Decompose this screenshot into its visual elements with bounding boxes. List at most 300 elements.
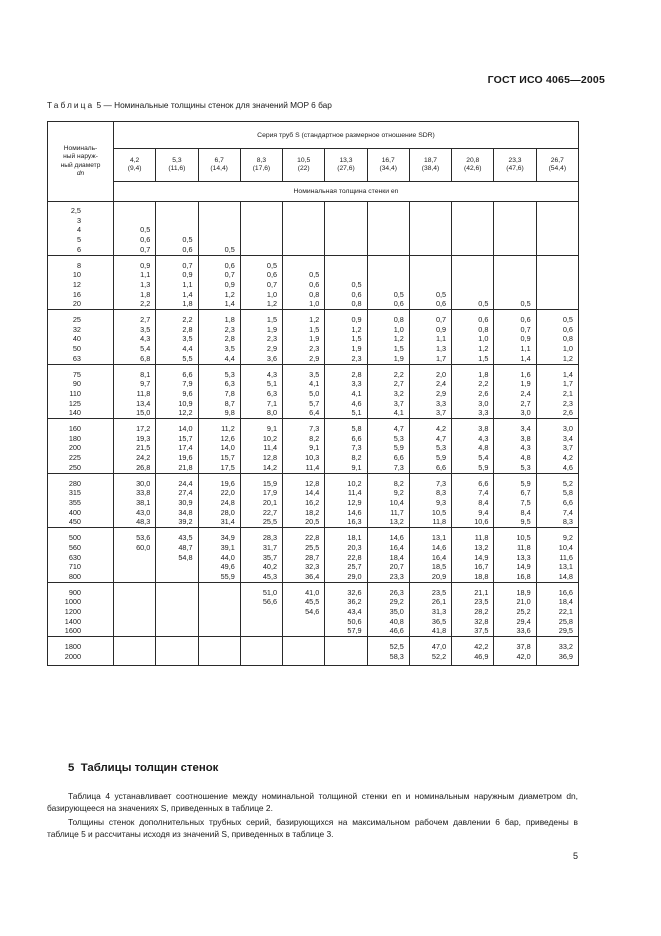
thickness-value: 14,6 bbox=[389, 533, 404, 543]
thickness-value: 4,1 bbox=[393, 408, 404, 418]
thickness-value: 40,2 bbox=[262, 562, 278, 572]
thickness-value: 7,9 bbox=[182, 379, 193, 389]
thickness-value: 47,0 bbox=[431, 642, 447, 652]
paragraph-2: Толщины стенок дополнительных трубных серий, базирующихся на максимальном рабочем давлении 6 бар, приведены в таблице 5 и рассчитаны исходя из значений S, приведенных в таблице 3. bbox=[47, 817, 578, 840]
thickness-cell bbox=[325, 419, 367, 474]
thickness-cell bbox=[536, 364, 578, 419]
thickness-value: 3,8 bbox=[520, 433, 531, 443]
thickness-cell bbox=[240, 419, 282, 474]
thickness-value: 35,7 bbox=[262, 552, 278, 562]
thickness-value: 12,8 bbox=[262, 453, 278, 463]
thickness-cell bbox=[452, 255, 494, 310]
thickness-value: 20,3 bbox=[347, 542, 362, 552]
thickness-value: 20,5 bbox=[305, 517, 320, 527]
thickness-value bbox=[114, 572, 150, 582]
thickness-value: 1,5 bbox=[478, 353, 489, 363]
diameter-value: 50 bbox=[72, 344, 81, 354]
series-s-value: 13,3 bbox=[339, 156, 353, 164]
thickness-value: 18,2 bbox=[305, 507, 320, 517]
thickness-value: 22,0 bbox=[220, 488, 235, 498]
thickness-cell bbox=[409, 419, 451, 474]
thickness-value: 43,5 bbox=[178, 533, 193, 543]
diameter-value: 32 bbox=[72, 324, 81, 334]
series-s-value: 20,8 bbox=[466, 156, 480, 164]
thickness-value: 58,3 bbox=[389, 651, 404, 661]
thickness-value bbox=[537, 261, 573, 271]
diameter-value: 630 bbox=[68, 552, 81, 562]
thickness-value: 5,3 bbox=[224, 369, 235, 379]
thickness-cell bbox=[325, 310, 367, 365]
thickness-value bbox=[410, 235, 446, 245]
diameter-value: 90 bbox=[72, 379, 81, 389]
thickness-value bbox=[368, 225, 404, 235]
diameter-value: 180 bbox=[68, 433, 81, 443]
series-s-value: 18,7 bbox=[423, 156, 437, 164]
diameter-value: 1000 bbox=[64, 597, 81, 607]
series-sdr-value: (11,6) bbox=[168, 165, 186, 172]
thickness-value: 4,7 bbox=[435, 433, 447, 443]
table-caption bbox=[47, 100, 332, 110]
thickness-value: 11,8 bbox=[432, 517, 447, 527]
thickness-value bbox=[156, 607, 192, 617]
thickness-value: 39,1 bbox=[220, 542, 235, 552]
thickness-value: 5,4 bbox=[140, 344, 151, 354]
thickness-value: 10,4 bbox=[558, 542, 573, 552]
thickness-value: 1,2 bbox=[224, 289, 235, 299]
thickness-cell bbox=[494, 637, 536, 665]
thickness-value: 3,4 bbox=[520, 424, 531, 434]
thickness-value: 43,0 bbox=[136, 507, 151, 517]
thickness-cell bbox=[114, 637, 156, 665]
diameter-value: 20 bbox=[72, 299, 81, 309]
thickness-value: 15,7 bbox=[178, 433, 193, 443]
thickness-cell bbox=[367, 419, 409, 474]
thickness-value: 7,3 bbox=[435, 478, 447, 488]
series-s-value: 6,7 bbox=[214, 156, 224, 164]
thickness-value: 36,5 bbox=[431, 616, 447, 626]
diameter-value: 800 bbox=[68, 571, 81, 581]
thickness-value: 6,6 bbox=[393, 453, 404, 463]
thickness-value bbox=[410, 280, 446, 290]
thickness-value: 1,9 bbox=[351, 344, 362, 354]
thickness-value bbox=[199, 225, 235, 235]
thickness-value: 46,6 bbox=[389, 626, 404, 636]
diameter-value: 16 bbox=[72, 289, 81, 299]
thickness-cell bbox=[325, 528, 367, 583]
thickness-value: 6,7 bbox=[520, 488, 531, 498]
thickness-value: 1,2 bbox=[351, 324, 362, 334]
thickness-cell bbox=[367, 637, 409, 665]
thickness-value: 2,1 bbox=[562, 388, 573, 398]
diameter-cell bbox=[48, 310, 114, 365]
thickness-value bbox=[156, 617, 192, 627]
thickness-value bbox=[494, 225, 530, 235]
diameter-value: 110 bbox=[69, 388, 81, 398]
thickness-value: 0,9 bbox=[140, 260, 151, 270]
thickness-value bbox=[494, 245, 530, 255]
thickness-value: 0,8 bbox=[393, 315, 404, 325]
thickness-value: 14,6 bbox=[347, 507, 362, 517]
thickness-value: 0,8 bbox=[309, 289, 320, 299]
thickness-cell bbox=[114, 582, 156, 637]
thickness-value: 18,4 bbox=[389, 552, 404, 562]
thickness-value: 7,1 bbox=[266, 398, 278, 408]
thickness-value: 33,2 bbox=[558, 642, 573, 652]
thickness-value bbox=[156, 597, 192, 607]
thickness-value bbox=[199, 652, 235, 662]
thickness-value bbox=[114, 562, 150, 572]
thickness-value bbox=[283, 626, 319, 636]
thickness-value: 6,6 bbox=[478, 478, 489, 488]
thickness-value: 45,5 bbox=[305, 597, 320, 607]
thickness-value bbox=[114, 652, 150, 662]
thickness-value: 11,6 bbox=[559, 552, 573, 562]
thickness-value: 10,9 bbox=[178, 398, 193, 408]
thickness-value: 6,6 bbox=[435, 462, 447, 472]
thickness-value: 0,8 bbox=[351, 299, 362, 309]
thickness-cell bbox=[156, 528, 198, 583]
thickness-value: 7,3 bbox=[351, 443, 362, 453]
thickness-value: 22,8 bbox=[347, 552, 362, 562]
thickness-value: 5,0 bbox=[309, 388, 320, 398]
thickness-cell bbox=[114, 202, 156, 256]
thickness-cell bbox=[283, 528, 325, 583]
thickness-value bbox=[156, 572, 192, 582]
diameter-value: 4 bbox=[76, 225, 81, 235]
thickness-value: 29,5 bbox=[558, 626, 573, 636]
thickness-value bbox=[537, 290, 573, 300]
thickness-value: 16,6 bbox=[558, 587, 573, 597]
thickness-cell bbox=[325, 364, 367, 419]
thickness-value: 1,0 bbox=[562, 344, 573, 354]
thickness-value: 13,2 bbox=[474, 542, 489, 552]
thickness-value: 5,9 bbox=[435, 453, 447, 463]
thickness-value bbox=[283, 235, 319, 245]
thickness-cell bbox=[114, 419, 156, 474]
series-s-value: 26,7 bbox=[550, 156, 564, 164]
table-row-group bbox=[48, 637, 579, 665]
series-sdr-value: (14,4) bbox=[210, 165, 228, 172]
thickness-cell bbox=[114, 473, 156, 528]
thickness-value: 3,8 bbox=[478, 424, 489, 434]
thickness-value bbox=[283, 225, 319, 235]
thickness-value: 14,4 bbox=[305, 488, 320, 498]
thickness-value: 17,9 bbox=[262, 488, 278, 498]
thickness-value: 29,4 bbox=[516, 616, 531, 626]
thickness-value: 6,4 bbox=[309, 408, 320, 418]
thickness-value: 15,9 bbox=[262, 478, 278, 488]
thickness-value bbox=[114, 553, 150, 563]
diameter-value: 10 bbox=[72, 270, 81, 280]
thickness-value: 3,3 bbox=[351, 379, 362, 389]
thickness-value: 30,9 bbox=[178, 497, 193, 507]
thickness-value: 32,8 bbox=[474, 616, 489, 626]
thickness-value: 31,3 bbox=[431, 607, 447, 617]
series-column-header bbox=[409, 149, 451, 182]
thickness-value: 23,3 bbox=[389, 571, 404, 581]
thickness-value: 32,3 bbox=[305, 562, 320, 572]
thickness-value: 18,4 bbox=[558, 597, 573, 607]
series-sdr-value: (34,4) bbox=[379, 165, 397, 172]
thickness-value bbox=[283, 245, 319, 255]
thickness-value: 2,2 bbox=[140, 299, 151, 309]
thickness-value: 11,4 bbox=[347, 488, 362, 498]
thickness-value: 0,7 bbox=[266, 279, 278, 289]
thickness-value: 8,4 bbox=[520, 507, 531, 517]
thickness-value: 0,7 bbox=[182, 260, 193, 270]
diameter-header-line: ный диаметр bbox=[60, 161, 101, 169]
thickness-value: 3,3 bbox=[435, 398, 447, 408]
diameter-cell bbox=[48, 637, 114, 665]
thickness-value: 17,5 bbox=[220, 462, 235, 472]
thickness-value: 0,9 bbox=[351, 315, 362, 325]
thickness-value: 14,0 bbox=[220, 443, 235, 453]
series-sdr-value: (22) bbox=[297, 165, 310, 172]
thickness-value: 1,0 bbox=[266, 289, 278, 299]
thickness-value bbox=[494, 235, 530, 245]
thickness-value bbox=[410, 216, 446, 226]
thickness-value bbox=[156, 588, 192, 598]
thickness-value: 4,4 bbox=[224, 353, 235, 363]
thickness-value: 3,6 bbox=[266, 353, 278, 363]
thickness-value: 4,7 bbox=[393, 424, 404, 434]
thickness-value: 34,8 bbox=[178, 507, 193, 517]
thickness-value: 31,4 bbox=[220, 517, 235, 527]
thickness-value: 1,4 bbox=[520, 353, 531, 363]
thickness-cell bbox=[452, 202, 494, 256]
diameter-value: 225 bbox=[68, 453, 81, 463]
thickness-value: 16,2 bbox=[305, 497, 320, 507]
thickness-value: 5,9 bbox=[393, 443, 404, 453]
thickness-value bbox=[283, 206, 319, 216]
thickness-value: 1,4 bbox=[182, 289, 193, 299]
thickness-value: 8,2 bbox=[393, 478, 404, 488]
thickness-value bbox=[241, 607, 277, 617]
thickness-cell bbox=[452, 419, 494, 474]
thickness-value: 4,6 bbox=[351, 398, 362, 408]
thickness-cell bbox=[367, 202, 409, 256]
thickness-value: 0,5 bbox=[224, 244, 235, 254]
thickness-value bbox=[537, 206, 573, 216]
thickness-value: 5,3 bbox=[520, 462, 531, 472]
thickness-value bbox=[537, 299, 573, 309]
thickness-value: 51,0 bbox=[262, 587, 278, 597]
thickness-value bbox=[368, 235, 404, 245]
thickness-value: 24,4 bbox=[178, 478, 193, 488]
thickness-value: 37,5 bbox=[474, 626, 489, 636]
thickness-value bbox=[452, 245, 488, 255]
diameter-value: 450 bbox=[68, 517, 81, 527]
thickness-value bbox=[410, 270, 446, 280]
thickness-cell bbox=[409, 637, 451, 665]
thickness-value: 33,8 bbox=[136, 488, 151, 498]
thickness-value bbox=[452, 261, 488, 271]
thickness-cell bbox=[536, 419, 578, 474]
wall-thickness-table bbox=[47, 121, 579, 666]
thickness-value bbox=[325, 261, 361, 271]
thickness-cell bbox=[283, 364, 325, 419]
diameter-header-line: Номиналь- bbox=[63, 144, 98, 152]
thickness-value: 7,3 bbox=[309, 424, 320, 434]
thickness-value bbox=[410, 245, 446, 255]
thickness-value bbox=[156, 216, 192, 226]
thickness-cell bbox=[536, 528, 578, 583]
thickness-value: 21,0 bbox=[516, 597, 531, 607]
thickness-cell bbox=[283, 419, 325, 474]
thickness-cell bbox=[325, 202, 367, 256]
thickness-cell bbox=[325, 255, 367, 310]
thickness-value: 2,4 bbox=[520, 388, 531, 398]
caption-number: 5 bbox=[96, 100, 102, 110]
thickness-value: 3,5 bbox=[140, 324, 151, 334]
thickness-cell bbox=[240, 528, 282, 583]
thickness-value: 14,0 bbox=[178, 424, 193, 434]
thickness-value: 14,2 bbox=[262, 462, 278, 472]
series-column-header bbox=[325, 149, 367, 182]
thickness-value: 52,2 bbox=[431, 651, 447, 661]
thickness-value: 8,3 bbox=[562, 517, 573, 527]
thickness-value: 22,8 bbox=[305, 533, 320, 543]
thickness-value: 3,7 bbox=[435, 408, 447, 418]
thickness-value: 1,5 bbox=[351, 334, 362, 344]
thickness-value: 1,9 bbox=[266, 324, 278, 334]
thickness-value: 24,8 bbox=[220, 497, 235, 507]
thickness-cell bbox=[409, 528, 451, 583]
thickness-value bbox=[325, 216, 361, 226]
thickness-cell bbox=[367, 582, 409, 637]
thickness-cell bbox=[240, 364, 282, 419]
thickness-value: 1,2 bbox=[562, 353, 573, 363]
thickness-value: 5,1 bbox=[351, 408, 362, 418]
thickness-cell bbox=[325, 582, 367, 637]
thickness-value: 3,5 bbox=[224, 344, 235, 354]
thickness-value: 2,3 bbox=[562, 398, 573, 408]
thickness-value: 2,7 bbox=[393, 379, 404, 389]
thickness-value: 1,3 bbox=[140, 279, 151, 289]
thickness-value: 54,8 bbox=[178, 552, 193, 562]
thickness-value: 2,3 bbox=[266, 334, 278, 344]
diameter-value: 710 bbox=[68, 562, 81, 572]
thickness-value: 5,8 bbox=[562, 488, 573, 498]
thickness-value: 3,7 bbox=[562, 443, 573, 453]
thickness-value: 18,9 bbox=[516, 587, 531, 597]
thickness-value: 3,5 bbox=[182, 334, 193, 344]
thickness-value bbox=[241, 225, 277, 235]
thickness-value: 24,2 bbox=[136, 453, 151, 463]
thickness-value: 25,7 bbox=[347, 562, 362, 572]
thickness-value bbox=[241, 206, 277, 216]
thickness-value bbox=[410, 261, 446, 271]
thickness-value: 4,1 bbox=[309, 379, 320, 389]
thickness-value: 25,5 bbox=[305, 542, 320, 552]
thickness-value: 0,6 bbox=[224, 260, 235, 270]
thickness-value: 36,4 bbox=[305, 571, 320, 581]
thickness-value: 7,3 bbox=[393, 462, 404, 472]
caption-text: — Номинальные толщины стенок для значений MOP 6 бар bbox=[101, 100, 332, 110]
thickness-value: 4,8 bbox=[478, 443, 489, 453]
thickness-value: 56,6 bbox=[262, 597, 278, 607]
caption-label: Таблица bbox=[47, 100, 95, 110]
thickness-value bbox=[241, 235, 277, 245]
series-column-header bbox=[452, 149, 494, 182]
thickness-value: 0,5 bbox=[435, 289, 447, 299]
thickness-value: 0,5 bbox=[309, 270, 320, 280]
thickness-value: 16,4 bbox=[389, 542, 404, 552]
thickness-value bbox=[241, 652, 277, 662]
thickness-value: 0,5 bbox=[140, 225, 151, 235]
table-row-group bbox=[48, 255, 579, 310]
thickness-value: 36,9 bbox=[558, 651, 573, 661]
thickness-cell bbox=[198, 255, 240, 310]
thickness-value: 9,3 bbox=[435, 497, 447, 507]
thickness-value bbox=[199, 235, 235, 245]
table-row-group bbox=[48, 310, 579, 365]
thickness-value: 54,6 bbox=[305, 607, 320, 617]
thickness-cell bbox=[283, 310, 325, 365]
thickness-cell bbox=[452, 582, 494, 637]
thickness-value: 3,5 bbox=[309, 369, 320, 379]
series-column-header bbox=[536, 149, 578, 182]
series-column-header bbox=[156, 149, 198, 182]
thickness-value bbox=[494, 270, 530, 280]
thickness-value bbox=[410, 225, 446, 235]
thickness-value: 8,2 bbox=[309, 433, 320, 443]
thickness-value: 0,6 bbox=[309, 279, 320, 289]
thickness-value: 6,6 bbox=[351, 433, 362, 443]
thickness-value: 30,0 bbox=[136, 478, 151, 488]
thickness-cell bbox=[240, 202, 282, 256]
thickness-value: 2,6 bbox=[478, 388, 489, 398]
thickness-value: 0,9 bbox=[520, 334, 531, 344]
series-header: Серия труб S (стандартное размерное отношение SDR) bbox=[114, 122, 579, 149]
thickness-cell bbox=[240, 582, 282, 637]
thickness-value: 17,2 bbox=[136, 424, 151, 434]
thickness-value: 1,5 bbox=[393, 344, 404, 354]
thickness-value: 21,1 bbox=[474, 587, 489, 597]
thickness-value: 1,5 bbox=[266, 315, 278, 325]
thickness-value: 13,3 bbox=[516, 552, 531, 562]
thickness-cell bbox=[409, 255, 451, 310]
diameter-value: 5 bbox=[76, 235, 81, 245]
thickness-value bbox=[241, 626, 277, 636]
thickness-value bbox=[537, 225, 573, 235]
thickness-value: 14,6 bbox=[431, 542, 447, 552]
thickness-value: 12,8 bbox=[305, 478, 320, 488]
table-row-group bbox=[48, 473, 579, 528]
thickness-value: 11,4 bbox=[305, 462, 320, 472]
thickness-value: 42,0 bbox=[516, 651, 531, 661]
thickness-value: 38,1 bbox=[136, 497, 151, 507]
series-column-header bbox=[494, 149, 536, 182]
thickness-value: 17,4 bbox=[178, 443, 193, 453]
thickness-value: 5,7 bbox=[309, 398, 320, 408]
thickness-cell bbox=[536, 637, 578, 665]
series-column-header bbox=[114, 149, 156, 182]
thickness-value: 55,9 bbox=[220, 571, 235, 581]
thickness-value: 33,6 bbox=[516, 626, 531, 636]
thickness-cell bbox=[114, 528, 156, 583]
thickness-value: 0,6 bbox=[435, 299, 447, 309]
thickness-value bbox=[283, 642, 319, 652]
thickness-value: 14,9 bbox=[516, 562, 531, 572]
thickness-value: 9,2 bbox=[562, 533, 573, 543]
diameter-value: 75 bbox=[72, 369, 81, 379]
thickness-value: 4,4 bbox=[182, 344, 193, 354]
thickness-value bbox=[199, 597, 235, 607]
diameter-cell bbox=[48, 419, 114, 474]
diameter-value: 3 bbox=[76, 215, 81, 225]
thickness-value: 2,0 bbox=[435, 369, 447, 379]
